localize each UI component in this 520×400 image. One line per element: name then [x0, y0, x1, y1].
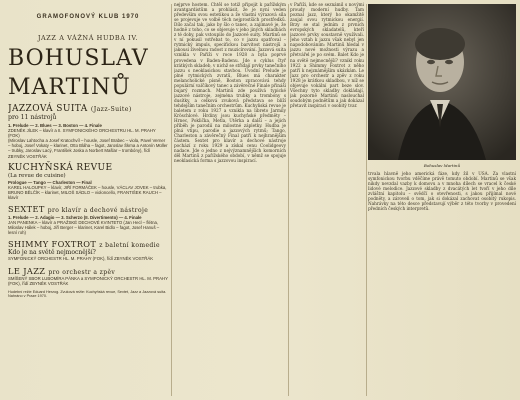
work-movements: 1. Prelude — 2. Blues — 3. Boston — 4. Finale: [8, 123, 102, 128]
work-title: SHIMMY FOXTROT: [8, 239, 97, 250]
work-movements: Prologue — Tango — Charleston — Final: [8, 179, 92, 185]
portrait-image: [368, 4, 516, 160]
work-title: KUCHYŇSKÁ REVUE: [8, 162, 113, 173]
work-title: LE JAZZ: [8, 265, 46, 276]
column-divider: [171, 4, 172, 396]
work-subtitle: (La revue de cuisine): [8, 172, 66, 179]
body-text: trvala hlavně jeho americká fáze, kdy žil v USA. Za vlastní symfonickou tvorbu vděčíme právě tomuto období. Martinů se však nikdy nevzdal vazby k domovu a v mnoha dílech se vracel k české lidové melodice. Jazzové skladby z dvacátých let tvoří v jeho díle zvláštní kapitolu – svědčí o otevřenosti, s jakou přijímal nové podněty, a zároveň o tom, jak si dokázal zachovat osobitý rukopis. Nahrávky na této desce představují výběr z této tvorby v provedení předních českých interpretů.: [368, 171, 516, 212]
body-column-1: [174, 2, 286, 398]
program-column: [8, 4, 168, 396]
body-text: v Paříži, kde se seznámil s novými proudy moderní hudby. Tam poznal jazz, který ho okamžitě zaujal svou rytmickou energií. Brzy se stal jedním z prvních evropských skladatelů, kteří jazzové prvky soustavně využívali. Jeho vztah k jazzu však nebyl jen napodobováním: Martinů hledal v jazzu nové možnosti výrazu a přetvářel je po svém. Balet Kdo je na světě nejmocnější? vznikl roku 1922 a Shimmy Foxtrot z něho patří k nejznámějším ukázkám. Le Jazz pro orchestr a zpěv z roku 1928 je krátkou skladbou, v níž se objevuje vokální part beze slov. Všechny tyto skladby dokládají, jak pozorně Martinů naslouchal soudobým podnětům a jak dokázal přetavit inspiraci v osobitý tvar.: [290, 2, 364, 108]
work-sextet: [8, 204, 168, 235]
series-label: JAZZ A VÁŽNÁ HUDBA IV.: [37, 34, 139, 42]
club-label: GRAMOFONOVÝ KLUB 1970: [36, 14, 140, 20]
work-performers: KAREL HALOUPKY – klavír, JIŘÍ FORMÁČEK – housle, VÁCLAV JOVEK – trubka, BRUNO BĚLČÍK – klarinet, MILOŠ SÁDLO – violoncello, FRANTIŠEK RAUCH – klavír: [8, 184, 167, 200]
work-kitchen-revue: [8, 163, 168, 200]
work-performers: JAN PANENKA – klavír a PRAŽSKÉ DECHOVÉ KVINTETO (Jan Hecl – flétna, Miloslav Hálek – hoboj, Jiří Berger – klarinet, Karel Bidlo – fagot, Josef Hanuš – lesní roh): [8, 220, 160, 236]
work-movements: 1. Prelude — 2. Adagio — 3. Scherzo (II. Divertimento) — 4. Finale: [8, 215, 142, 221]
work-subtitle: pro 11 nástrojů: [8, 114, 57, 121]
work-title-suffix: (Jazz-Suite): [90, 106, 132, 113]
body-column-2: [290, 2, 364, 398]
composer-photo: [368, 4, 516, 160]
composer-last-name: MARTINŮ: [8, 75, 131, 100]
body-column-3: [368, 2, 516, 398]
work-performers: ZDENĚK JÍLEK – klavír a II. SYMFONICKÉHO ORCHESTRU HL. M. PRAHY (FOK): [8, 128, 156, 139]
work-shimmy-foxtrot: [8, 239, 168, 261]
work-title: SEXTET: [8, 204, 45, 215]
column-divider: [366, 4, 367, 396]
work-le-jazz: [8, 266, 168, 286]
work-members: (Miroslav Lahtocha a Josef Kratochvíl – housle, Josef Brabec – viola, Pavel Verner – hoboj, Josef Vokaty – klarinet, Otto Bláha – fagot, Jaroslav Škrna a Antonín Müller – trubky, Jaroslav Lacý, František Joska a Norbert Mašlar – trombóny), řídí ZBYNĚK VOSTŘÁK: [8, 138, 168, 159]
work-title-suffix: pro orchestr a zpěv: [48, 268, 116, 276]
work-performers: SYMFONICKÝ ORCHESTR HL. M. PRAHY (FOK), řídí ZBYNĚK VOSTŘÁK: [8, 256, 154, 262]
body-text: nejprve hostem. Chtěl se totiž připojit k pařížským avantgardistům a prohlásit, že je nyní veden především svou estetikou a že vlastní výrazová síla se projevuje ve volbě těch nejprostších prostředků. Dílo začal tak, jako by šlo o tanec, a zajímavé je, že hodně z toho, co se objevuje v jeho jiných skladbách z té doby, pak vstoupilo do Jazzové suity. Martinů se v ní pokusil vstřebat to, co v jazzu spatřoval – rytmický impuls, specifickou barvitost nástrojů a jakousi živelnou radost z muzicírování. Jazzová suita vznikla v Paříži v roce 1928 a byla poprvé provedena v Baden-Badenu. Jde o cyklus čtyř krátkých skladeb, v nichž se střídají prvky tanečního jazzu s neoklasickou stavbou. Úvodní Prelude je plné rytmických zvratů, Blues má charakter melancholické písně, Boston zpracovává tehdy populární valčíkový tanec a závěrečné Finale přináší bujarý rozmach. Martinů zde používá typické jazzové nástroje, zejména trubky a trombóny s dusítky, a celková zvuková představa se blíží tehdejším tanečním orchestrům. Kuchyňská revue je baletem z roku 1927 a vznikla na libreto Jarmily Kröschlové. Hrdiny jsou kuchyňské předměty – Hrnec, Poklička, Metla, Utěrka a další – a jejich příběh je parodií na milostné zápletky. Hudba je plná vtipu, parodie a jazzových rytmů; Tango, Charleston a závěrečný Final patří k nejhranějším částem. Sextet pro klavír a dechové nástroje pochází z roku 1929 a získal cenu Coolidgeovy nadace. Jde o jedno z nejvýznamnějších komorních děl Martinů z pařížského období, v němž se spojuje neoklasická forma s jazzovou inspirací.: [174, 2, 286, 164]
work-title-suffix: pro klavír a dechové nástroje: [47, 207, 149, 215]
work-subtitle: Kdo je na světě nejmocnější?: [8, 249, 96, 257]
footnote: Hudební režie Eduard Herzog. Zvuková režie: Kuchyňská revue, Sextet, Jazz a Jazzová suita. Nahráno v Praze 1970.: [8, 289, 167, 299]
work-performers: SMÍŠENÝ SBOR LUBOMÍRA PÁNKA a SYMFONICKÝ ORCHESTR HL. M. PRAHY (FOK), řídí ZBYNĚK VOSTŘÁK: [8, 275, 168, 286]
work-title: JAZZOVÁ SUITA: [8, 104, 88, 114]
work-title-suffix: z baletní komedie: [99, 242, 160, 250]
work-jazz-suite: [8, 104, 168, 159]
composer-first-name: BOHUSLAV: [8, 46, 149, 71]
photo-caption: Bohuslav Martinů: [423, 163, 461, 168]
column-divider: [288, 4, 289, 396]
